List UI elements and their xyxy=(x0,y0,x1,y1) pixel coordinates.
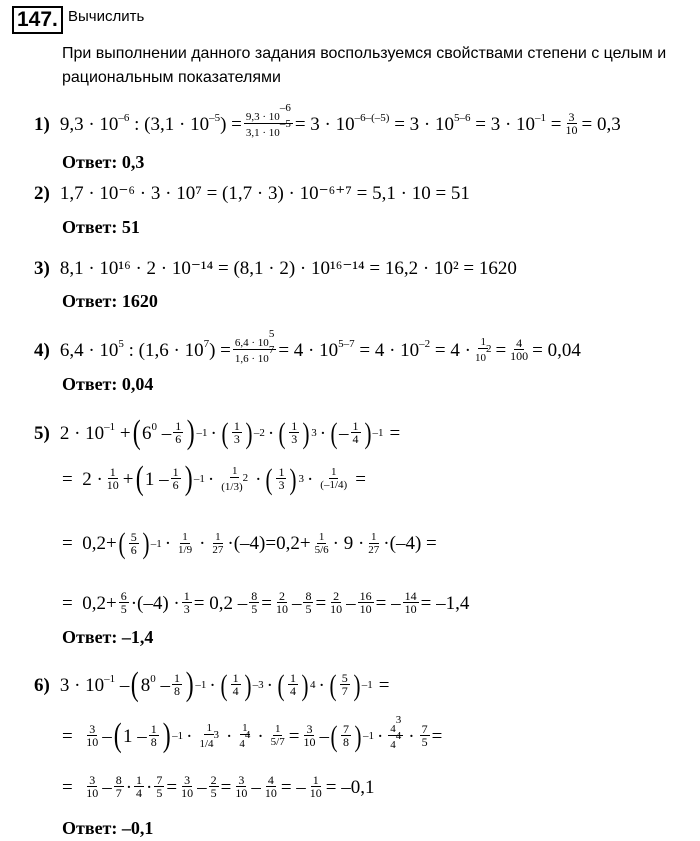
expr-2: 1,7 · 10⁻⁶ · 3 · 10⁷ = (1,7 · 3) · 10⁻⁶⁺⁷ = 5,1 · 10 = 51 xyxy=(59,183,470,204)
item-label-4: 4) xyxy=(34,339,50,361)
solution-line-3 xyxy=(34,259,517,278)
solution-line-5a: 5) $2 \cdot 10^{-1}$ + ( $6^0$ – 1 6 ) –1 · ( 1 3 ) –2 · ( 1 3 ) 3 · ( – 1 4 ) –1 = xyxy=(34,414,401,451)
solution-line-5d: = 0,2+ $\frac{6}{5}$ ·(–4) · $\frac{1}{3}$ = 0,2 – $\frac{8}{5}$ = $\frac{2}{10}$ – $\frac{8}{5}$ = $\frac{2}{10}$ – $\frac{16}{10}$ = – $\frac{14}{10}$ = –1,4 xyxy=(62,589,470,616)
solution-line-5c: = 0,2+ ( 5 6 ) –1 · 1 1/9 · 1 27 ·(–4)=0,2+ $\frac{1}{5/6}$ · 9 · 1 27 ·(–4) = xyxy=(62,527,437,560)
solution-line-1: 1) $9,3 \cdot 10^{-6}$ : $(3,1 \cdot 10^{-5})$ = $\frac{9,3 \cdot 10^{-6}}{3,1 \cdot 10^{-5}}$ = $3 \cdot 10^{-6-(-5)} = 3 \cdot 10^{5-6} = 3 \cdot 10^{-1}$ = $\frac{3}{10}$ = 0,3 xyxy=(34,102,621,139)
item-label-6: 6) xyxy=(34,674,50,696)
solution-line-2 xyxy=(34,184,470,203)
intro-note: При выполнении данного задания воспользуемся свойствами степени с целым и рациональным показателями xyxy=(62,45,667,86)
item-label-5: 5) xyxy=(34,422,50,444)
item-label-2: 2) xyxy=(34,183,50,204)
item-label-3: 3) xyxy=(34,258,50,279)
answer-5: Ответ: –1,4 xyxy=(62,627,154,647)
solution-line-6b: = $\frac{3}{10}$ – ( 1 – 1 8 ) –1 · 1 $1/4^3$ · 1 $4^4$ · $\frac{1}{5/7}$ = $\frac{3}{10}$ – ( 7 8 ) –1 · $4^3$ $4^4$ · $\frac{7}{5}$ = xyxy=(62,714,443,754)
problem-number: 147. xyxy=(12,6,63,34)
solution-line-4: 4) $6,4 \cdot 10^5$ : $(1,6 \cdot 10^7)$ = $\frac{6,4 \cdot 10^5}{1,6 \cdot 10^7}$ = $4 \cdot 10^{5-7} = 4 \cdot 10^{-2} = 4$ · $\frac{1}{10^2}$ = $\frac{4}{100}$ = 0,04 xyxy=(34,328,581,365)
answer-2: Ответ: 51 xyxy=(62,217,140,237)
answer-3: Ответ: 1620 xyxy=(62,291,158,311)
answer-1: Ответ: 0,3 xyxy=(62,152,145,172)
answer-6: Ответ: –0,1 xyxy=(62,818,154,838)
item-label-1: 1) xyxy=(34,113,50,135)
problem-title: Вычислить xyxy=(68,8,145,25)
solution-line-6a: 6) $3 \cdot 10^{-1}$ – ( $8^0$ – 1 8 ) –1 · ( 1 4 ) –3 · ( 1 4 ) 4 · ( 5 7 ) –1 = xyxy=(34,666,390,703)
solution-line-5b: = 2 · 1 10 + ( 1 – 1 6 ) –1 · 1 $(1/3)^2$ · ( 1 3 ) 3 · $\frac{1}{(-1/4)}$ = xyxy=(62,460,366,497)
expr-3: 8,1 · 10¹⁶ · 2 · 10⁻¹⁴ = (8,1 · 2) · 10¹⁶⁻¹⁴ = 16,2 · 10² = 1620 xyxy=(59,258,517,279)
answer-4: Ответ: 0,04 xyxy=(62,374,154,394)
solution-line-6c: = $\frac{3}{10}$ – 8 7 · 1 4 · $\frac{7}{5}$ = $\frac{3}{10}$ – $\frac{2}{5}$ = $\frac{3}{10}$ – $\frac{4}{10}$ = – $\frac{1}{10}$ = –0,1 xyxy=(62,773,375,800)
